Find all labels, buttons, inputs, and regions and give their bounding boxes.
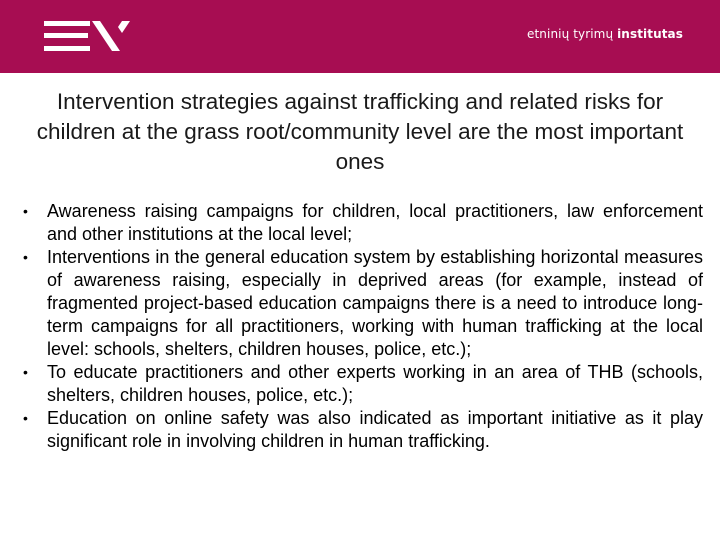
- bullet-text: Awareness raising campaigns for children, local practitioners, law enforcement and other institutions at the local level;: [47, 201, 703, 244]
- brand-name-light: etninių tyrimų: [527, 27, 618, 41]
- bullet-text: Interventions in the general education system by establishing horizontal measures of awareness raising, especially in deprived areas (for example, instead of fragmented project-based education campaigns there is a need to introduce long-term campaigns for all practitioners, working with human trafficking at the local level: schools, shelters, children houses, police, etc.);: [47, 247, 703, 359]
- bullet-item: [20, 407, 703, 453]
- bullet-icon: •: [23, 203, 28, 219]
- bullet-icon: •: [23, 249, 28, 265]
- bullet-text: Education on online safety was also indicated as important initiative as it play significant role in involving children in human trafficking.: [47, 408, 703, 451]
- bullet-icon: •: [23, 410, 28, 426]
- bullet-item: [20, 200, 703, 246]
- brand-name-bold: institutas: [617, 27, 683, 41]
- brand-name: [527, 27, 683, 41]
- bullet-icon: •: [23, 364, 28, 380]
- bullet-list: [20, 200, 703, 453]
- slide-title: Intervention strategies against trafficking and related risks for children at the grass root/community level are the most important ones: [36, 89, 684, 174]
- ex-logo-icon: [44, 17, 134, 55]
- header-bar: [0, 0, 720, 73]
- bullet-text: To educate practitioners and other experts working in an area of THB (schools, shelters, children houses, police, etc.);: [47, 362, 703, 405]
- bullet-item: [20, 361, 703, 407]
- bullet-item: [20, 246, 703, 361]
